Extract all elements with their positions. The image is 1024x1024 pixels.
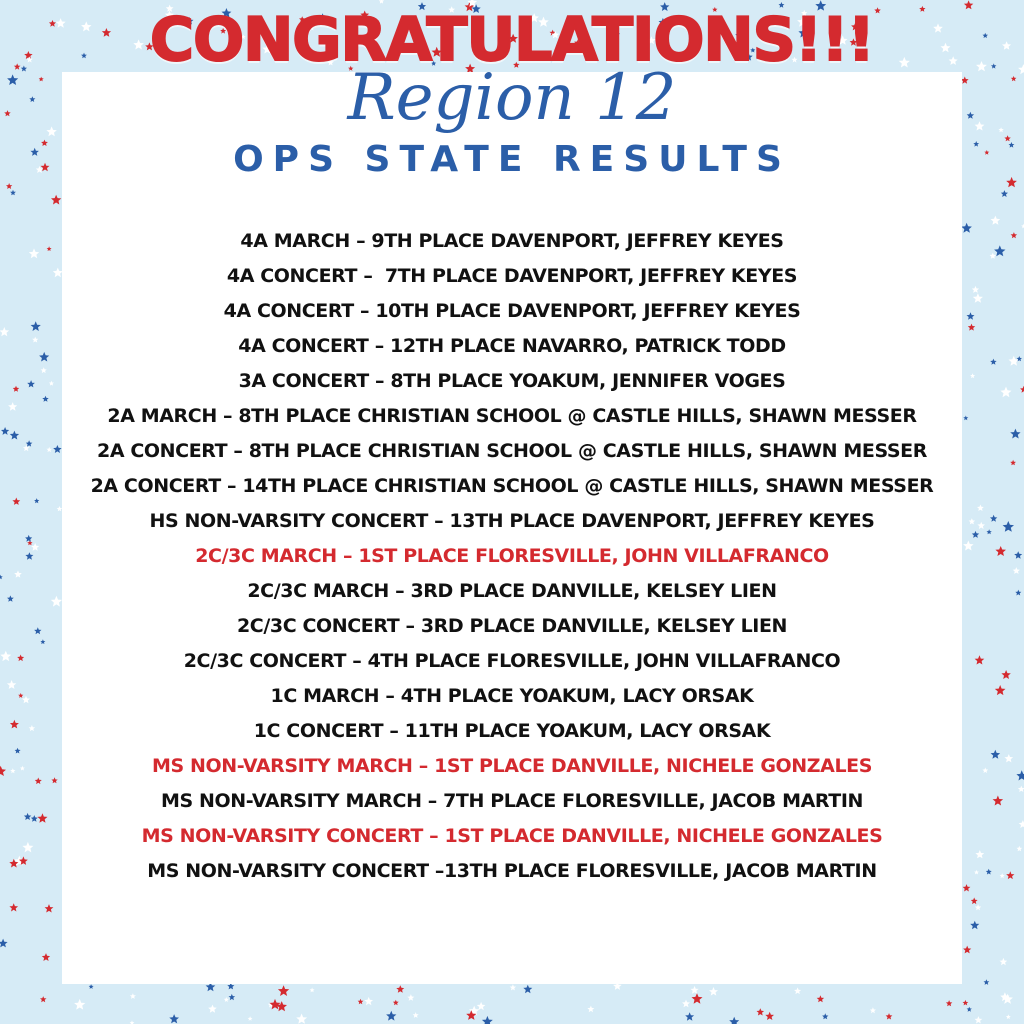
star-icon	[130, 1020, 135, 1024]
star-icon	[1001, 190, 1008, 197]
star-icon	[169, 1014, 179, 1023]
star-icon	[870, 1007, 876, 1013]
star-icon	[6, 183, 12, 189]
star-icon	[886, 1013, 893, 1019]
result-row: 2A CONCERT – 14TH PLACE CHRISTIAN SCHOOL @ CASTLE HILLS, SHAWN MESSER	[90, 475, 934, 497]
result-row-first-place: MS NON-VARSITY CONCERT – 1ST PLACE DANVILLE, NICHELE GONZALES	[141, 825, 883, 847]
result-row: 2C/3C CONCERT – 3RD PLACE DANVILLE, KELSEY LIEN	[236, 615, 788, 637]
star-icon	[130, 993, 136, 999]
star-icon	[40, 996, 47, 1002]
star-icon	[963, 1000, 969, 1006]
star-icon	[690, 986, 698, 994]
results-subtitle: OPS STATE RESULTS	[233, 139, 791, 180]
star-icon	[296, 1014, 307, 1024]
star-icon	[310, 988, 315, 993]
star-icon	[0, 939, 8, 948]
star-icon	[963, 946, 971, 954]
star-icon	[393, 1000, 399, 1006]
star-icon	[89, 984, 94, 989]
star-icon	[1006, 1014, 1011, 1019]
star-icon	[208, 1005, 217, 1013]
star-icon	[278, 985, 289, 996]
star-icon	[386, 1011, 396, 1021]
region-title: Region 12	[347, 61, 677, 135]
result-row: 1C MARCH – 4TH PLACE YOAKUM, LACY ORSAK	[270, 685, 754, 707]
result-row: 4A CONCERT – 10TH PLACE DAVENPORT, JEFFREY KEYES	[223, 300, 801, 322]
result-row: MS NON-VARSITY CONCERT –13TH PLACE FLORESVILLE, JACOB MARTIN	[147, 860, 877, 882]
result-row: 4A CONCERT – 7TH PLACE DAVENPORT, JEFFREY KEYES	[226, 265, 798, 287]
star-icon	[270, 999, 281, 1010]
star-icon	[685, 1012, 694, 1021]
star-icon	[482, 1016, 493, 1024]
star-icon	[364, 997, 373, 1005]
star-icon	[970, 921, 979, 930]
star-icon	[45, 904, 54, 912]
star-icon	[248, 1016, 253, 1021]
star-icon	[587, 1006, 594, 1013]
result-row: MS NON-VARSITY MARCH – 7TH PLACE FLORESVILLE, JACOB MARTIN	[160, 790, 864, 812]
result-row-first-place: 2C/3C MARCH – 1ST PLACE FLORESVILLE, JOHN VILLAFRANCO	[195, 545, 829, 567]
star-icon	[42, 953, 50, 961]
star-icon	[1000, 958, 1008, 965]
star-icon	[396, 985, 404, 993]
star-icon	[692, 993, 703, 1004]
star-icon	[276, 1001, 287, 1011]
star-icon	[510, 984, 516, 990]
star-icon	[682, 1000, 690, 1008]
star-icon	[523, 985, 532, 994]
star-icon	[74, 999, 85, 1010]
star-icon	[9, 903, 18, 911]
star-icon	[975, 1016, 983, 1023]
star-icon	[822, 1013, 828, 1019]
star-icon	[967, 1007, 972, 1012]
result-row: 2C/3C CONCERT – 4TH PLACE FLORESVILLE, JOHN VILLAFRANCO	[183, 650, 841, 672]
star-icon	[765, 1012, 774, 1020]
star-icon	[729, 1017, 739, 1024]
star-icon	[984, 979, 990, 985]
star-icon	[757, 1008, 765, 1015]
star-icon	[975, 904, 981, 910]
star-icon	[709, 987, 718, 996]
star-icon	[971, 898, 978, 905]
result-row: 2A CONCERT – 8TH PLACE CHRISTIAN SCHOOL @ CASTLE HILLS, SHAWN MESSER	[97, 440, 927, 462]
result-row: HS NON-VARSITY CONCERT – 13TH PLACE DAVENPORT, JEFFREY KEYES	[149, 510, 875, 532]
result-row: 2C/3C MARCH – 3RD PLACE DANVILLE, KELSEY LIEN	[247, 580, 777, 602]
star-icon	[229, 994, 236, 1000]
result-row: 3A CONCERT – 8TH PLACE YOAKUM, JENNIFER VOGES	[238, 370, 786, 392]
star-icon	[407, 994, 414, 1001]
headline: CONGRATULATIONS!!!	[150, 5, 874, 75]
star-icon	[51, 195, 61, 205]
results-list	[0, 224, 1024, 889]
result-row: 2A MARCH – 8TH PLACE CHRISTIAN SCHOOL @ CASTLE HILLS, SHAWN MESSER	[107, 405, 917, 427]
star-icon	[946, 1000, 952, 1006]
result-row: 4A CONCERT – 12TH PLACE NAVARRO, PATRICK TODD	[238, 335, 786, 357]
result-row-first-place: MS NON-VARSITY MARCH – 1ST PLACE DANVILLE, NICHELE GONZALES	[151, 755, 873, 777]
star-icon	[477, 1002, 486, 1010]
star-icon	[358, 999, 364, 1005]
star-icon	[817, 995, 824, 1002]
result-row: 4A MARCH – 9TH PLACE DAVENPORT, JEFFREY KEYES	[240, 230, 784, 252]
result-row: 1C CONCERT – 11TH PLACE YOAKUM, LACY ORSAK	[253, 720, 771, 742]
star-icon	[10, 190, 16, 196]
star-icon	[224, 997, 229, 1002]
star-icon	[794, 987, 801, 994]
star-icon	[413, 1012, 419, 1018]
